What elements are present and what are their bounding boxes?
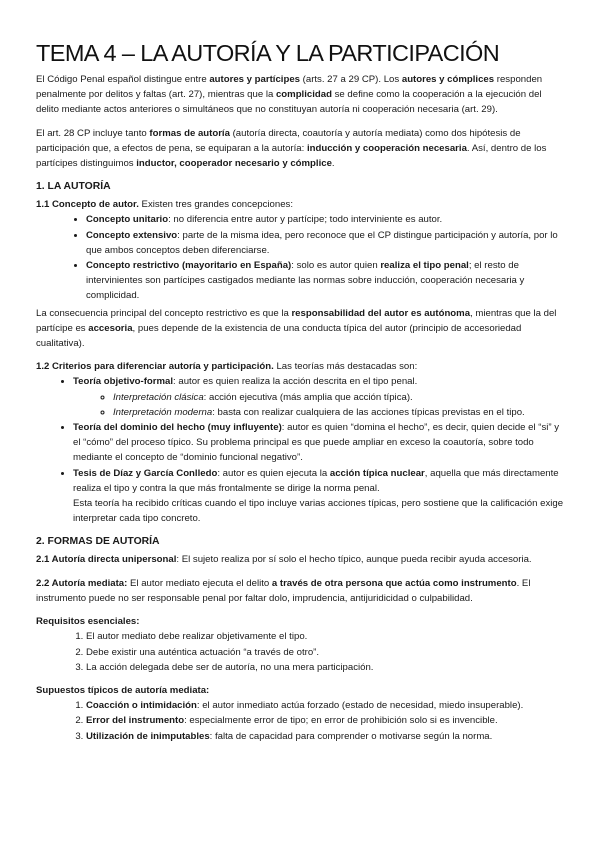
requirements-list xyxy=(36,629,564,675)
page-title: TEMA 4 – LA AUTORÍA Y LA PARTICIPACIÓN xyxy=(36,40,500,66)
section-heading-formas: 2. FORMAS DE AUTORÍA xyxy=(36,536,160,548)
cases-heading: Supuestos típicos de autoría mediata: xyxy=(36,684,210,696)
document-page xyxy=(36,38,564,752)
subsection-1-2: 1.2 Criterios para diferenciar autoría y participación. Las teorías más destacadas son: xyxy=(36,361,418,373)
list-item: 1. Coacción o intimidación: el autor inmediato actúa forzado (estado de necesidad, miedo insuperable). xyxy=(86,698,564,713)
paragraph-2-2: 2.2 Autoría mediata: El autor mediato ejecuta el delito a través de otra persona que actúa como instrumento. El instrumento puede no ser responsable penal por faltar dolo, imprudencia, antijuridicidad o culpabilidad. xyxy=(36,577,531,604)
cases-list xyxy=(36,698,564,744)
theories-list xyxy=(36,374,564,526)
section-heading-autoria: 1. LA AUTORÍA xyxy=(36,181,111,193)
consequence-paragraph: La consecuencia principal del concepto restrictivo es que la responsabilidad del autor es autónoma, mientras que la del partícipe es accesoria, pues depende de la existencia de una conducta típica del autor (principio de accesoriedad cualitativa). xyxy=(36,307,557,350)
list-item: 1. El autor mediato debe realizar objetivamente el tipo. xyxy=(86,629,564,644)
list-item: ◦ Interpretación clásica: acción ejecutiva (más amplia que acción típica). xyxy=(113,390,564,405)
list-item: 3. Utilización de inimputables: falta de capacidad para comprender o motivarse según la norma. xyxy=(86,729,564,744)
list-item: • Concepto extensivo: parte de la misma idea, pero reconoce que el CP distingue participación y autoría, por lo que ambos conceptos deben diferenciarse. xyxy=(86,228,564,258)
requirements-heading: Requisitos esenciales: xyxy=(36,616,140,628)
list-item: • Teoría objetivo-formal: autor es quien realiza la acción descrita en el tipo penal. ◦ Interpretación clásica: acción ejecutiva (más amplia que acción típica). ◦ Interpretación moderna: basta con realizar cualquiera de las acciones típicas previstas en el tipo. xyxy=(73,374,564,420)
intro-paragraph-2: El art. 28 CP incluye tanto formas de autoría (autoría directa, coautoría y autoría mediata) como dos hipótesis de participación que, a efectos de pena, se equiparan a la autoría: inducción y cooperación necesaria. Así, dentro de los partícipes distinguimos inductor, cooperador necesario y cómplice. xyxy=(36,127,547,170)
subsection-1-1: 1.1 Concepto de autor. Existen tres grandes concepciones: xyxy=(36,199,294,211)
concepts-list xyxy=(36,212,564,303)
list-item: • Teoría del dominio del hecho (muy influyente): autor es quien “domina el hecho”, es decir, quien decide el “si” y el “cómo” del proceso típico. Su problema principal es que puede ampliar en exceso la coautoría, sobre todo mediante el concepto de “dominio funcional negativo”. xyxy=(73,420,564,466)
interpretations-list xyxy=(73,390,564,420)
list-item: • Concepto restrictivo (mayoritario en España): solo es autor quien realiza el tipo penal; el resto de intervinientes son partícipes castigados mediante las normas sobre inducción, cooperación necesaria y complicidad. xyxy=(86,258,564,304)
list-item: • Concepto unitario: no diferencia entre autor y partícipe; todo interviniente es autor. xyxy=(86,212,564,227)
list-item: 3. La acción delegada debe ser de autoría, no una mera participación. xyxy=(86,660,564,675)
list-item: ◦ Interpretación moderna: basta con realizar cualquiera de las acciones típicas previstas en el tipo. xyxy=(113,405,564,420)
intro-paragraph-1: El Código Penal español distingue entre autores y partícipes (arts. 27 a 29 CP). Los autores y cómplices responden penalmente por delitos y faltas (art. 27), mientras que la complicidad se define como la cooperación a la ejecución del delito mediante actos anteriores o simultáneos que no constituyan autoría ni cooperación necesaria (art. 29). xyxy=(36,74,543,116)
list-item: • Tesis de Díaz y García Conlledo: autor es quien ejecuta la acción típica nuclear, aquella que más directamente realiza el tipo y contra la que más frontalmente se dirige la norma penal. Esta teoría ha recibido críticas cuando el tipo incluye varias acciones típicas, pero sostiene que la calificación exige interpretar cada tipo concreto. xyxy=(73,466,564,527)
paragraph-2-1: 2.1 Autoría directa unipersonal: El sujeto realiza por sí solo el hecho típico, aunque pueda recibir ayuda accesoria. xyxy=(36,554,532,566)
list-item: 2. Error del instrumento: especialmente error de tipo; en error de prohibición solo si es invencible. xyxy=(86,713,564,728)
list-item: 2. Debe existir una auténtica actuación “a través de otro”. xyxy=(86,645,564,660)
